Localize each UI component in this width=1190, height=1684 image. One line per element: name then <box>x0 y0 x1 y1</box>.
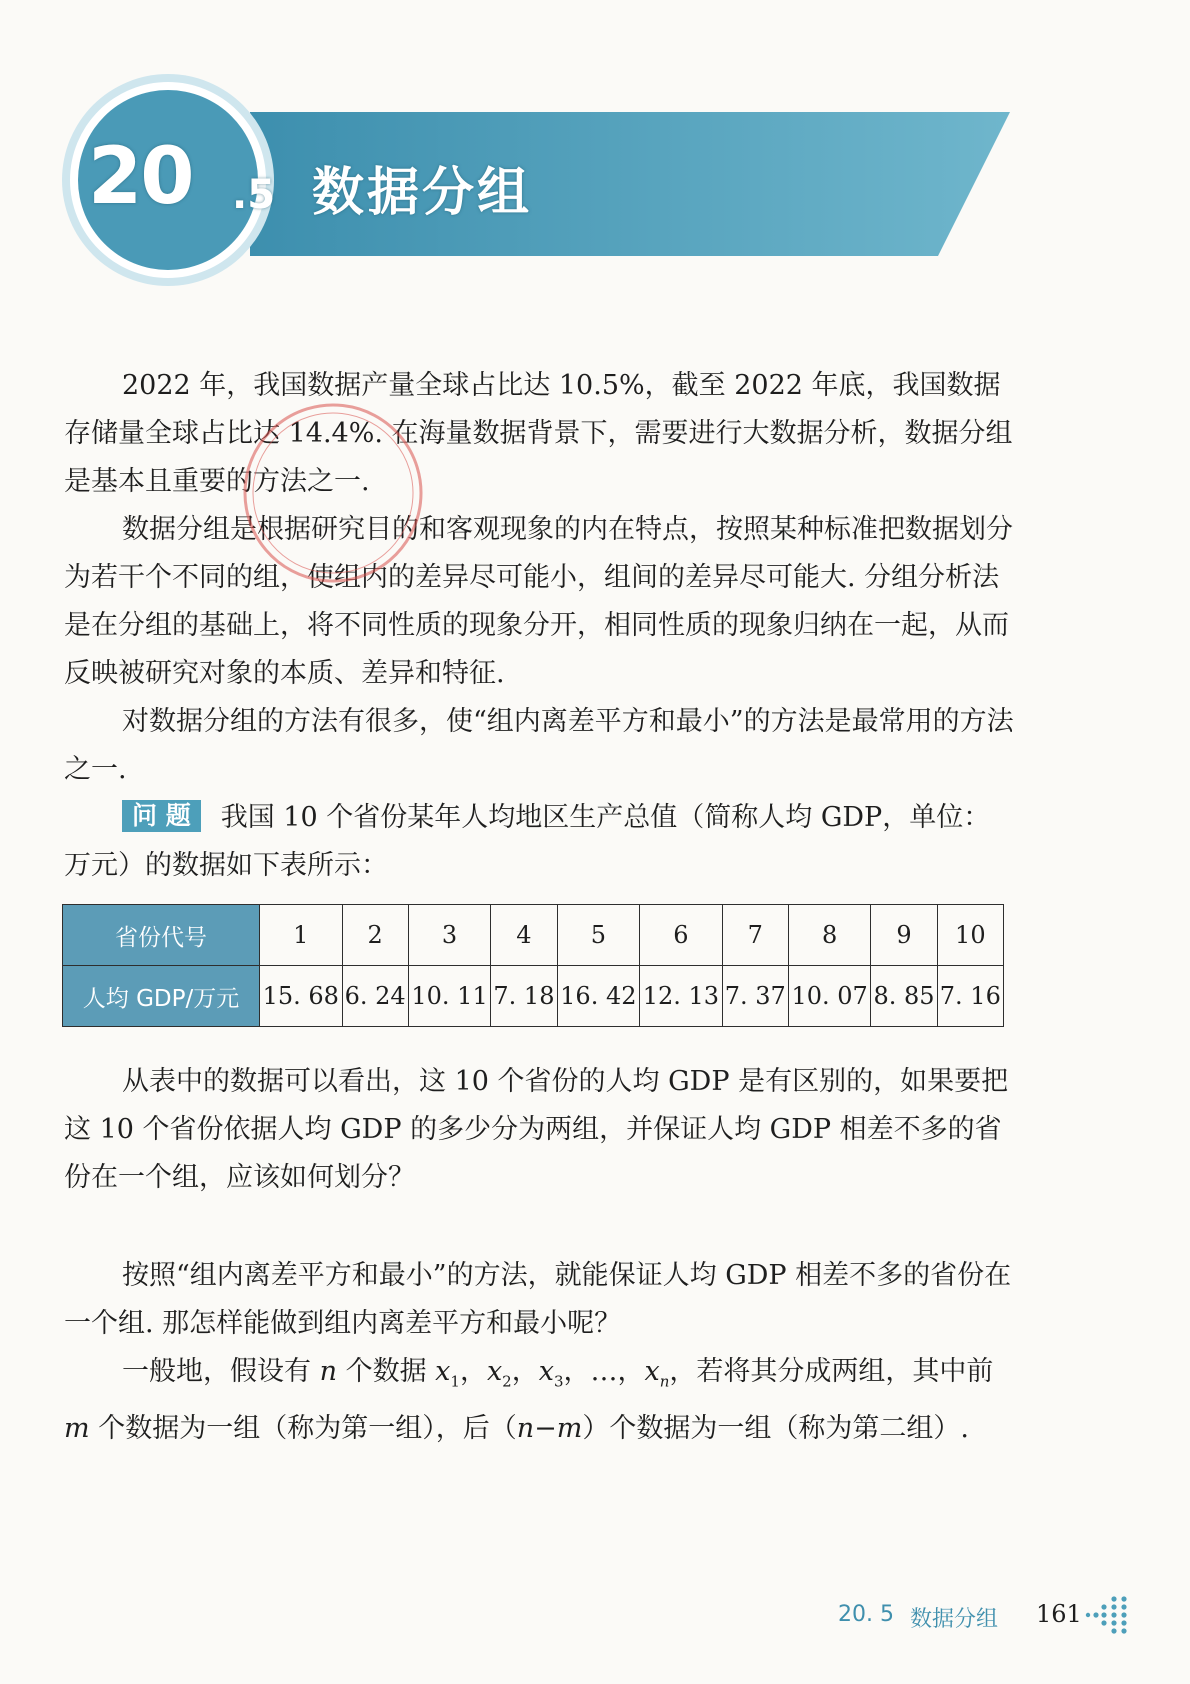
table-cell: 8. 85 <box>871 966 937 1027</box>
table-cell: 2 <box>342 905 408 966</box>
paragraph-7: 一般地，假设有 n 个数据 $x_1$，$x_2$，$x_3$，…，$x_n$，若将其分成两组，其中前 m 个数据为一组（称为第一组），后（n−m）个数据为一组（称为第二组）. <box>64 1356 994 1445</box>
table-cell: 1 <box>260 905 343 966</box>
paragraph-5: 从表中的数据可以看出，这 10 个省份的人均 GDP 是有区别的，如果要把这 10 个省份依据人均 GDP 的多少分为两组，并保证人均 GDP 相差不多的省份在一个组，应该如何划分？ <box>64 1066 1009 1193</box>
row-header-codes: 省份代号 <box>63 905 260 966</box>
paragraph-2: 数据分组是根据研究目的和客观现象的内在特点，按照某种标准把数据划分为若干个不同的组，使组内的差异尽可能小，组间的差异尽可能大. 分组分析法是在分组的基础上，将不同性质的现象分开，相同性质的现象归纳在一起，从而反映被研究对象的本质、差异和特征. <box>64 514 1013 689</box>
table-cell: 10 <box>937 905 1003 966</box>
table-cell: 7. 16 <box>937 966 1003 1027</box>
table-cell: 7. 18 <box>491 966 557 1027</box>
dot-grid-icon <box>1084 1593 1130 1639</box>
table-cell: 7. 37 <box>722 966 788 1027</box>
paragraph-1: 2022 年，我国数据产量全球占比达 10.5%，截至 2022 年底，我国数据存储量全球占比达 14.4%. 在海量数据背景下，需要进行大数据分析，数据分组是基本且重要的方法之一. <box>64 370 1013 497</box>
table-row-codes <box>63 905 1004 966</box>
table-cell: 4 <box>491 905 557 966</box>
table-cell: 6. 24 <box>342 966 408 1027</box>
table-cell: 10. 11 <box>408 966 491 1027</box>
publisher-stamp <box>238 398 428 588</box>
page-number: 161 <box>1036 1600 1082 1628</box>
table-cell: 12. 13 <box>640 966 723 1027</box>
table-cell: 8 <box>788 905 871 966</box>
table-cell: 7 <box>722 905 788 966</box>
section-title: 数据分组 <box>312 163 533 223</box>
table-row-gdp <box>63 966 1004 1027</box>
table-cell: 16. 42 <box>557 966 640 1027</box>
paragraph-6: 按照“组内离差平方和最小”的方法，就能保证人均 GDP 相差不多的省份在一个组. 那怎样能做到组内离差平方和最小呢？ <box>64 1260 1012 1339</box>
paragraph-problem <box>64 794 1014 890</box>
table-cell: 9 <box>871 905 937 966</box>
paragraph-3: 对数据分组的方法有很多，使“组内离差平方和最小”的方法是最常用的方法之一. <box>64 706 1014 785</box>
row-header-gdp: 人均 GDP/万元 <box>63 966 260 1027</box>
table-cell: 3 <box>408 905 491 966</box>
paragraph-method <box>64 1252 1014 1453</box>
problem-tag: 问 题 <box>122 800 201 832</box>
table-cell: 15. 68 <box>260 966 343 1027</box>
table-cell: 10. 07 <box>788 966 871 1027</box>
gdp-table <box>62 904 1004 1027</box>
paragraph-intro <box>64 362 1014 890</box>
section-number: 20 <box>88 132 193 222</box>
table-cell: 6 <box>640 905 723 966</box>
problem-text: 我国 10 个省份某年人均地区生产总值（简称人均 GDP，单位：万元）的数据如下表所示： <box>64 802 991 881</box>
footer-section-title: 数据分组 <box>910 1607 999 1632</box>
section-banner <box>0 0 1190 300</box>
footer-section-number: 20. 5 <box>838 1602 894 1627</box>
table-cell: 5 <box>557 905 640 966</box>
paragraph-question <box>64 1058 1014 1202</box>
section-subnumber: .5 <box>232 172 276 218</box>
